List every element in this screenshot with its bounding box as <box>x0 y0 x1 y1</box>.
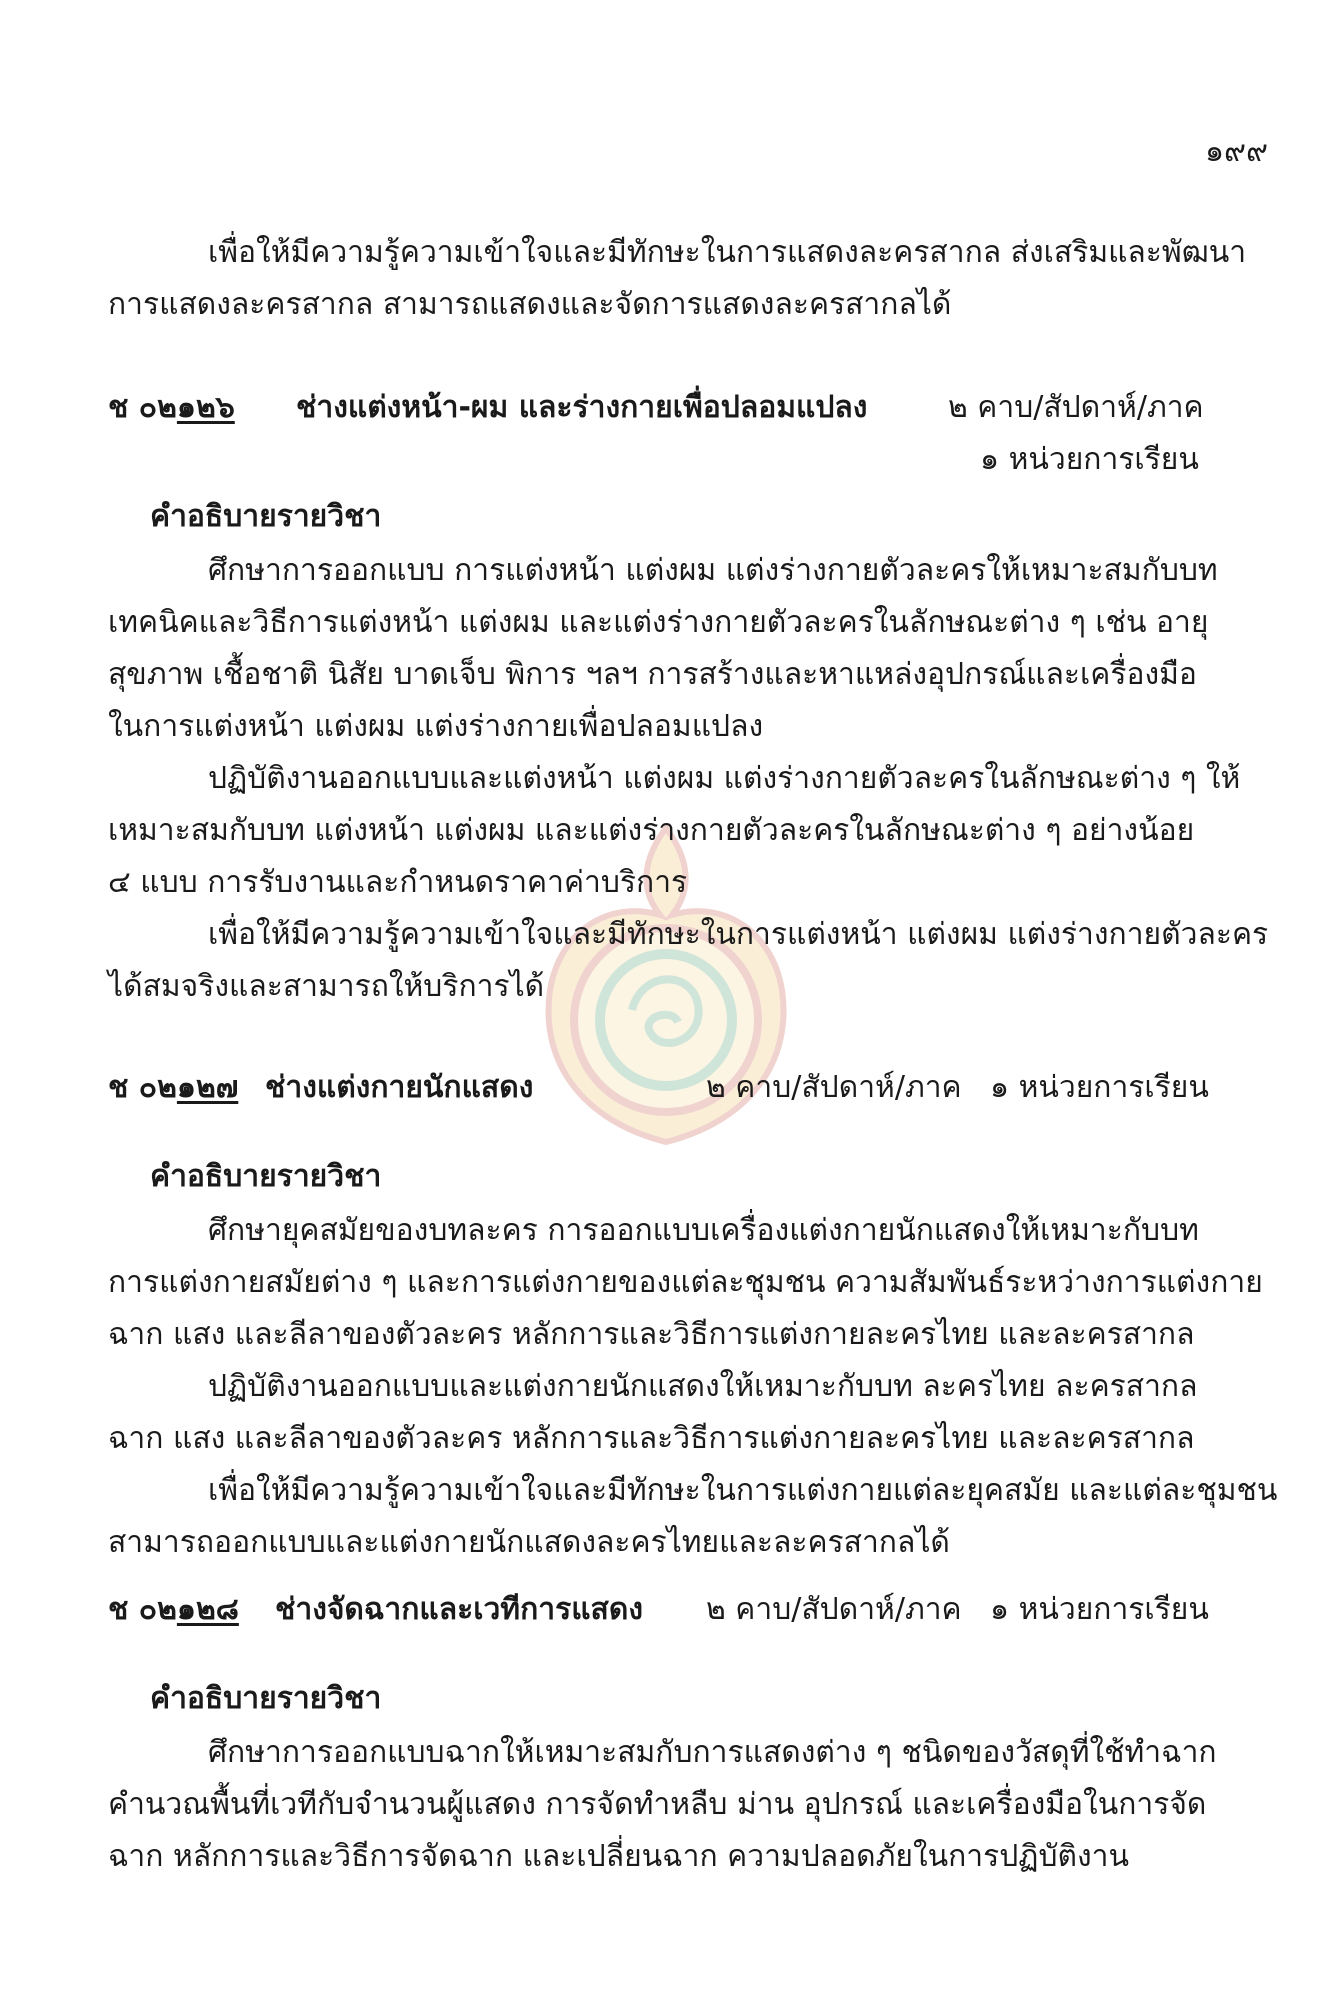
intro-line-1: เพื่อให้มีความรู้ความเข้าใจและมีทักษะในการแสดงละครสากล ส่งเสริมและพัฒนา <box>208 235 1247 270</box>
course-code-underlined: ๑๒๗ <box>176 1070 239 1105</box>
course-2127-heading: คำอธิบายรายวิชา <box>150 1159 382 1194</box>
course-2126-desc-line: เหมาะสมกับบท แต่งหน้า แต่งผม และแต่งร่างกายตัวละครในลักษณะต่าง ๆ อย่างน้อย <box>108 813 1195 848</box>
course-2126-title: ช่างแต่งหน้า-ผม และร่างกายเพื่อปลอมแปลง <box>296 390 868 425</box>
course-2126-desc-line: ปฏิบัติงานออกแบบและแต่งหน้า แต่งผม แต่งร่างกายตัวละครในลักษณะต่าง ๆ ให้ <box>208 761 1241 796</box>
course-code-underlined: ๑๒๖ <box>176 390 235 425</box>
course-2126-code <box>108 388 235 428</box>
course-2126-heading: คำอธิบายรายวิชา <box>150 499 382 534</box>
course-2127-desc-line: ฉาก แสง และลีลาของตัวละคร หลักการและวิธีการแต่งกายละครไทย และละครสากล <box>108 1421 1195 1456</box>
course-2127-desc-line: ศึกษายุคสมัยของบทละคร การออกแบบเครื่องแต่งกายนักแสดงให้เหมาะกับบท <box>208 1213 1199 1248</box>
course-2126-hours: ๒ คาบ/สัปดาห์/ภาค <box>948 390 1204 425</box>
course-2127-hours: ๒ คาบ/สัปดาห์/ภาค <box>706 1070 962 1105</box>
course-2126-desc-line: ได้สมจริงและสามารถให้บริการได้ <box>108 969 545 1004</box>
course-code-prefix: ช ๐๒ <box>108 1592 177 1627</box>
course-2126-desc-line: ในการแต่งหน้า แต่งผม แต่งร่างกายเพื่อปลอมแปลง <box>108 709 764 744</box>
course-2128-desc-line: ศึกษาการออกแบบฉากให้เหมาะสมกับการแสดงต่าง ๆ ชนิดของวัสดุที่ใช้ทำฉาก <box>208 1735 1217 1770</box>
intro-line-2: การแสดงละครสากล สามารถแสดงและจัดการแสดงละครสากลได้ <box>108 287 952 322</box>
course-2127-desc-line: สามารถออกแบบและแต่งกายนักแสดงละครไทยและละครสากลได้ <box>108 1525 950 1560</box>
course-2126-desc-line: เทคนิคและวิธีการแต่งหน้า แต่งผม และแต่งร่างกายตัวละครในลักษณะต่าง ๆ เช่น อายุ <box>108 605 1209 640</box>
course-2126-credits: ๑ หน่วยการเรียน <box>980 442 1199 477</box>
course-2127-desc-line: ฉาก แสง และลีลาของตัวละคร หลักการและวิธีการแต่งกายละครไทย และละครสากล <box>108 1317 1195 1352</box>
course-2128-desc-line: ฉาก หลักการและวิธีการจัดฉาก และเปลี่ยนฉาก ความปลอดภัยในการปฏิบัติงาน <box>108 1839 1129 1874</box>
course-2128-desc-line: คำนวณพื้นที่เวทีกับจำนวนผู้แสดง การจัดทำหลืบ ม่าน อุปกรณ์ และเครื่องมือในการจัด <box>108 1787 1207 1822</box>
course-2126-desc-line: เพื่อให้มีความรู้ความเข้าใจและมีทักษะในการแต่งหน้า แต่งผม แต่งร่างกายตัวละคร <box>208 917 1269 952</box>
course-2126-desc-line: สุขภาพ เชื้อชาติ นิสัย บาดเจ็บ พิการ ฯลฯ การสร้างและหาแหล่งอุปกรณ์และเครื่องมือ <box>108 657 1197 692</box>
page-number: ๑๙๙ <box>1205 134 1268 169</box>
course-code-prefix: ช ๐๒ <box>108 390 177 425</box>
course-2128-code <box>108 1590 239 1630</box>
course-2127-title: ช่างแต่งกายนักแสดง <box>265 1070 534 1105</box>
course-2127-desc-line: ปฏิบัติงานออกแบบและแต่งกายนักแสดงให้เหมาะกับบท ละครไทย ละครสากล <box>208 1369 1198 1404</box>
course-2128-title: ช่างจัดฉากและเวทีการแสดง <box>275 1592 643 1627</box>
course-2127-desc-line: การแต่งกายสมัยต่าง ๆ และการแต่งกายของแต่ละชุมชน ความสัมพันธ์ระหว่างการแต่งกาย <box>108 1265 1263 1300</box>
course-code-prefix: ช ๐๒ <box>108 1070 177 1105</box>
course-2126-desc-line: ๔ แบบ การรับงานและกำหนดราคาค่าบริการ <box>108 865 688 900</box>
course-2127-code <box>108 1068 238 1108</box>
course-2128-heading: คำอธิบายรายวิชา <box>150 1681 382 1716</box>
course-2128-hours: ๒ คาบ/สัปดาห์/ภาค <box>706 1592 962 1627</box>
course-2127-desc-line: เพื่อให้มีความรู้ความเข้าใจและมีทักษะในการแต่งกายแต่ละยุคสมัย และแต่ละชุมชน <box>208 1473 1278 1508</box>
course-2127-credits: ๑ หน่วยการเรียน <box>990 1070 1209 1105</box>
course-2128-credits: ๑ หน่วยการเรียน <box>990 1592 1209 1627</box>
course-code-underlined: ๑๒๘ <box>176 1592 239 1627</box>
course-2126-desc-line: ศึกษาการออกแบบ การแต่งหน้า แต่งผม แต่งร่างกายตัวละครให้เหมาะสมกับบท <box>208 553 1218 588</box>
